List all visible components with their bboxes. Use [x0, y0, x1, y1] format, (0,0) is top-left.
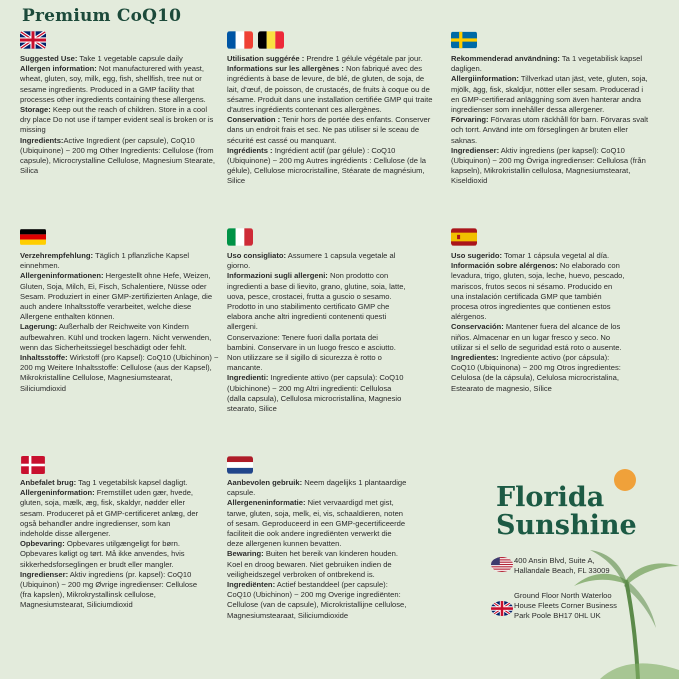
fr-storage-label: Conservation :	[227, 115, 281, 125]
es-ingredients-text: Ingrediente activo (por cápsula): CoQ10 (Ubiquinona) ~ 200 mg Otros ingredientes: Celulosa (de la cápsula), Celulosa microcristalina, Estearato de magnesio, Sílice	[451, 353, 621, 393]
it-ingredients-label: Ingredienti:	[227, 373, 269, 383]
section-de	[20, 251, 220, 394]
en-suggested-use-label: Suggested Use:	[20, 54, 78, 63]
nl-ingredients-text: Actief bestanddeel (per capsule): CoQ10 (Ubichinon) ~ 200 mg Overige ingrediënten: Cellulose (van de capsule), Microkristallijne cellulose, Magnesiumstearaat, Siliciumdioxide	[227, 580, 407, 620]
section-en	[20, 54, 216, 176]
nl-storage-text: Buiten het bereik van kinderen houden. Koel en droog bewaren. Niet gebruiken indien de veiligheidszegel verbroken of ontbrekend is.	[227, 549, 398, 579]
belgium-flag-icon	[258, 31, 284, 49]
es-allergen-label: Información sobre alérgenos:	[451, 261, 558, 271]
es-ingredients-label: Ingredientes:	[451, 353, 499, 363]
address-us: 400 Ansin Blvd, Suite A, Hallandale Beach, FL 33009	[514, 556, 610, 575]
section-nl	[227, 478, 407, 621]
page-title: Premium CoQ10	[22, 6, 182, 26]
it-use-text: Assumere 1 capsula vegetale al giorno.	[227, 251, 396, 271]
brand-line-1: Florida	[496, 482, 605, 513]
da-storage-text: Opbevares utilgængeligt for børn. Opbevares køligt og tørt. Må ikke anvendes, hvis sikkerhedsforseglingen er brudt eller mangler.	[20, 539, 185, 569]
da-allergen-text: Fremstillet uden gær, hvede, gluten, soja, mælk, æg, fisk, skaldyr, nødder eller sesam. Produceret på et GMP-certificeret anlæg, der også behandler andre ingredienser, som kan indeholde disse allergener.	[20, 488, 199, 539]
sv-allergen-text: Tillverkad utan jäst, vete, gluten, soja, mjölk, ägg, fisk, skaldjur, nötter eller sesam. Producerad i en GMP-certifierad anläggning som även hanterar andra ingredienser som innehåller dessa allergener.	[451, 74, 648, 115]
da-ingredients-label: Ingredienser:	[20, 569, 69, 579]
denmark-flag-icon	[20, 456, 46, 474]
fr-use-text: Prendre 1 gélule végétale par jour.	[304, 54, 423, 63]
en-ingredients-text: Active Ingredient (per capsule), CoQ10 (Ubiquinone) ~ 200 mg Other Ingredients: Cellulose (from capsule), Microcrystalline Cellulose, Magnesium Stearate, Silica	[20, 135, 215, 176]
es-storage-text: Mantener fuera del alcance de los niños. Almacenar en un lugar fresco y seco. No utilizar si el sello de seguridad está roto o ausente.	[451, 322, 622, 352]
section-sv	[451, 54, 651, 187]
section-es	[451, 251, 626, 394]
de-allergen-text: Hergestellt ohne Hefe, Weizen, Gluten, Soja, Milch, Ei, Fisch, Schalentiere, Nüsse oder Sesam. Produziert in einer GMP-zertifizierten Anlage, die auch andere Inhaltsstoffe verarbeitet, welche diese Allergene enthalten können.	[20, 271, 213, 322]
sweden-flag-icon	[451, 31, 477, 49]
de-allergen-label: Allergeninformationen:	[20, 271, 104, 281]
nl-use-label: Aanbevolen gebruik:	[227, 478, 303, 487]
brand-logo	[496, 484, 637, 540]
de-use-text: Täglich 1 pflanzliche Kapsel einnehmen.	[20, 251, 190, 271]
uk-flag-icon	[20, 31, 46, 49]
nl-storage-label: Bewaring:	[227, 549, 264, 559]
italy-flag-icon	[227, 228, 253, 246]
section-fr	[227, 54, 437, 187]
nl-use-text: Neem dagelijks 1 plantaardige capsule.	[227, 478, 407, 498]
da-storage-label: Opbevaring:	[20, 539, 65, 549]
es-use-text: Tomar 1 cápsula vegetal al día.	[502, 251, 610, 260]
fr-ingredients-text: Ingrédient actif (par gélule) : CoQ10 (Ubiquinone) ~ 200 mg Autres ingrédients : Cellulose (de la gélule), Cellulose microcristalline, Stéarate de magnésium, Silice	[227, 145, 427, 186]
nl-allergen-text: Niet vervaardigd met gist, tarwe, gluten, soja, melk, ei, vis, schaaldieren, noten of sesam. Geproduceerd in een GMP-gecertificeerde faciliteit die ook andere ingrediënten verwerkt die deze allergenen kunnen bevatten.	[227, 498, 406, 549]
spain-flag-icon	[451, 228, 477, 246]
sv-ingredients-label: Ingredienser:	[451, 145, 500, 155]
germany-flag-icon	[20, 228, 46, 246]
es-use-label: Uso sugerido:	[451, 251, 503, 260]
sv-storage-text: Förvaras utom räckhåll för barn. Förvaras svalt och torrt. Använd inte om förseglingen är bruten eller saknas.	[451, 115, 649, 145]
de-use-label: Verzehrempfehlung:	[20, 251, 93, 260]
fr-ingredients-label: Ingrédients :	[227, 145, 273, 155]
fr-use-label: Utilisation suggérée :	[227, 54, 305, 63]
us-flag-icon	[491, 557, 513, 572]
uk-flag-icon-address	[491, 601, 513, 616]
it-allergen-label: Informazioni sugli allergeni:	[227, 271, 328, 281]
da-allergen-label: Allergeninformation:	[20, 488, 95, 498]
en-suggested-use-text: Take 1 vegetable capsule daily	[77, 54, 183, 63]
da-use-label: Anbefalet brug:	[20, 478, 77, 487]
fr-allergen-text: Non fabriqué avec des ingrédients à base de levure, de blé, de gluten, de soja, de lait, d'œuf, de poisson, de crustacés, de fruits à coque ou de sésame. Produit dans une installation certifiée GMP qui traite d'autres ingrédients contenant ces allergènes.	[227, 64, 433, 115]
da-ingredients-text: Aktiv ingrediens (pr. kapsel): CoQ10 (Ubiquinon) ~ 200 mg Øvrige ingredienser: Cellulose (fra kapslen), Mikrokrystallinsk cellulose, Magnesiumstearat, Siliciumdioxid	[20, 569, 198, 610]
da-use-text: Tag 1 vegetabilsk kapsel dagligt.	[76, 478, 188, 487]
fr-allergen-label: Informations sur les allergènes :	[227, 64, 344, 74]
nl-ingredients-label: Ingrediënten:	[227, 580, 276, 590]
sv-use-text: Ta 1 vegetabilisk kapsel dagligen.	[451, 54, 643, 74]
it-storage-text: Conservazione: Tenere fuori dalla portata dei bambini. Conservare in un luogo fresco e asciutto. Non utilizzare se il sigillo di sicurezza è rotto o mancante.	[227, 332, 396, 373]
es-storage-label: Conservación:	[451, 322, 504, 332]
en-storage-text: Keep out the reach of children. Store in a cool dry place Do not use if tamper evident seal is broken or is missing	[20, 105, 214, 135]
sv-use-label: Rekommenderad användning:	[451, 54, 560, 63]
sv-allergen-label: Allergiinformation:	[451, 74, 519, 84]
en-storage-label: Storage:	[20, 105, 51, 115]
it-ingredients-text: Ingrediente attivo (per capsula): CoQ10 (Ubichinone) ~ 200 mg Altri ingredienti: Cellulosa (dalla capsula), Cellulosa microcristallina, Magnesio stearato, Silice	[227, 373, 404, 414]
de-ingredients-text: Wirkstoff (pro Kapsel): CoQ10 (Ubichinon) ~ 200 mg Weitere Inhaltsstoffe: Cellulose (aus der Kapsel), Mikrokristalline Cellulose, Magnesiumstearat, Siliciumdioxid	[20, 353, 219, 393]
de-storage-label: Lagerung:	[20, 322, 58, 332]
brand-line-2: Sunshine	[496, 510, 637, 541]
sv-storage-label: Förvaring:	[451, 115, 489, 125]
france-flag-icon	[227, 31, 253, 49]
sv-ingredients-text: Aktiv ingrediens (per kapsel): CoQ10 (Ubiquinon) ~ 200 mg Övriga ingredienser: Cellulosa (från kapseln), Mikrokristallin cellulosa, Magnesiumstearat, Kiseldioxid	[451, 145, 646, 186]
en-allergen-label: Allergen information:	[20, 64, 97, 74]
en-ingredients-label: Ingredients:	[20, 135, 64, 145]
fr-storage-text: Tenir hors de portée des enfants. Conserver dans un endroit frais et sec. Ne pas utiliser si le sceau de sécurité est cassé ou manquant.	[227, 115, 431, 145]
de-storage-text: Außerhalb der Reichweite von Kindern aufbewahren. Kühl und trocken lagern. Nicht verwenden, wenn das Sicherheitssiegel beschädigt oder fehlt.	[20, 322, 212, 352]
de-ingredients-label: Inhaltsstoffe:	[20, 353, 68, 363]
it-use-label: Uso consigliato:	[227, 251, 287, 260]
address-uk: Ground Floor North Waterloo House Fleets Corner Business Park Poole BH17 0HL UK	[514, 591, 617, 620]
section-it	[227, 251, 407, 414]
es-allergen-text: No elaborado con levadura, trigo, gluten, soja, leche, huevo, pescado, mariscos, frutos secos ni sésamo. Producido en una instalación certificada GMP que también procesa otros ingredientes que contienen estos alérgenos.	[451, 261, 625, 322]
section-da	[20, 478, 200, 611]
it-allergen-text: Non prodotto con ingredienti a base di lievito, grano, glutine, soia, latte, uova, pesce, crostacei, frutta a guscio o sesamo. Prodotto in uno stabilimento certificato GMP che elabora anche altri ingredienti contenenti questi allergeni.	[227, 271, 406, 332]
en-allergen-text: Not manufacturered with yeast, wheat, gluten, soy, milk, egg, fish, shellfish, tree nut or sesame ingredients. Produced in a GMP facility that processes other ingredients containing these allergens.	[20, 64, 206, 104]
nl-allergen-label: Allergeneninformatie:	[227, 498, 306, 508]
netherlands-flag-icon	[227, 456, 253, 474]
